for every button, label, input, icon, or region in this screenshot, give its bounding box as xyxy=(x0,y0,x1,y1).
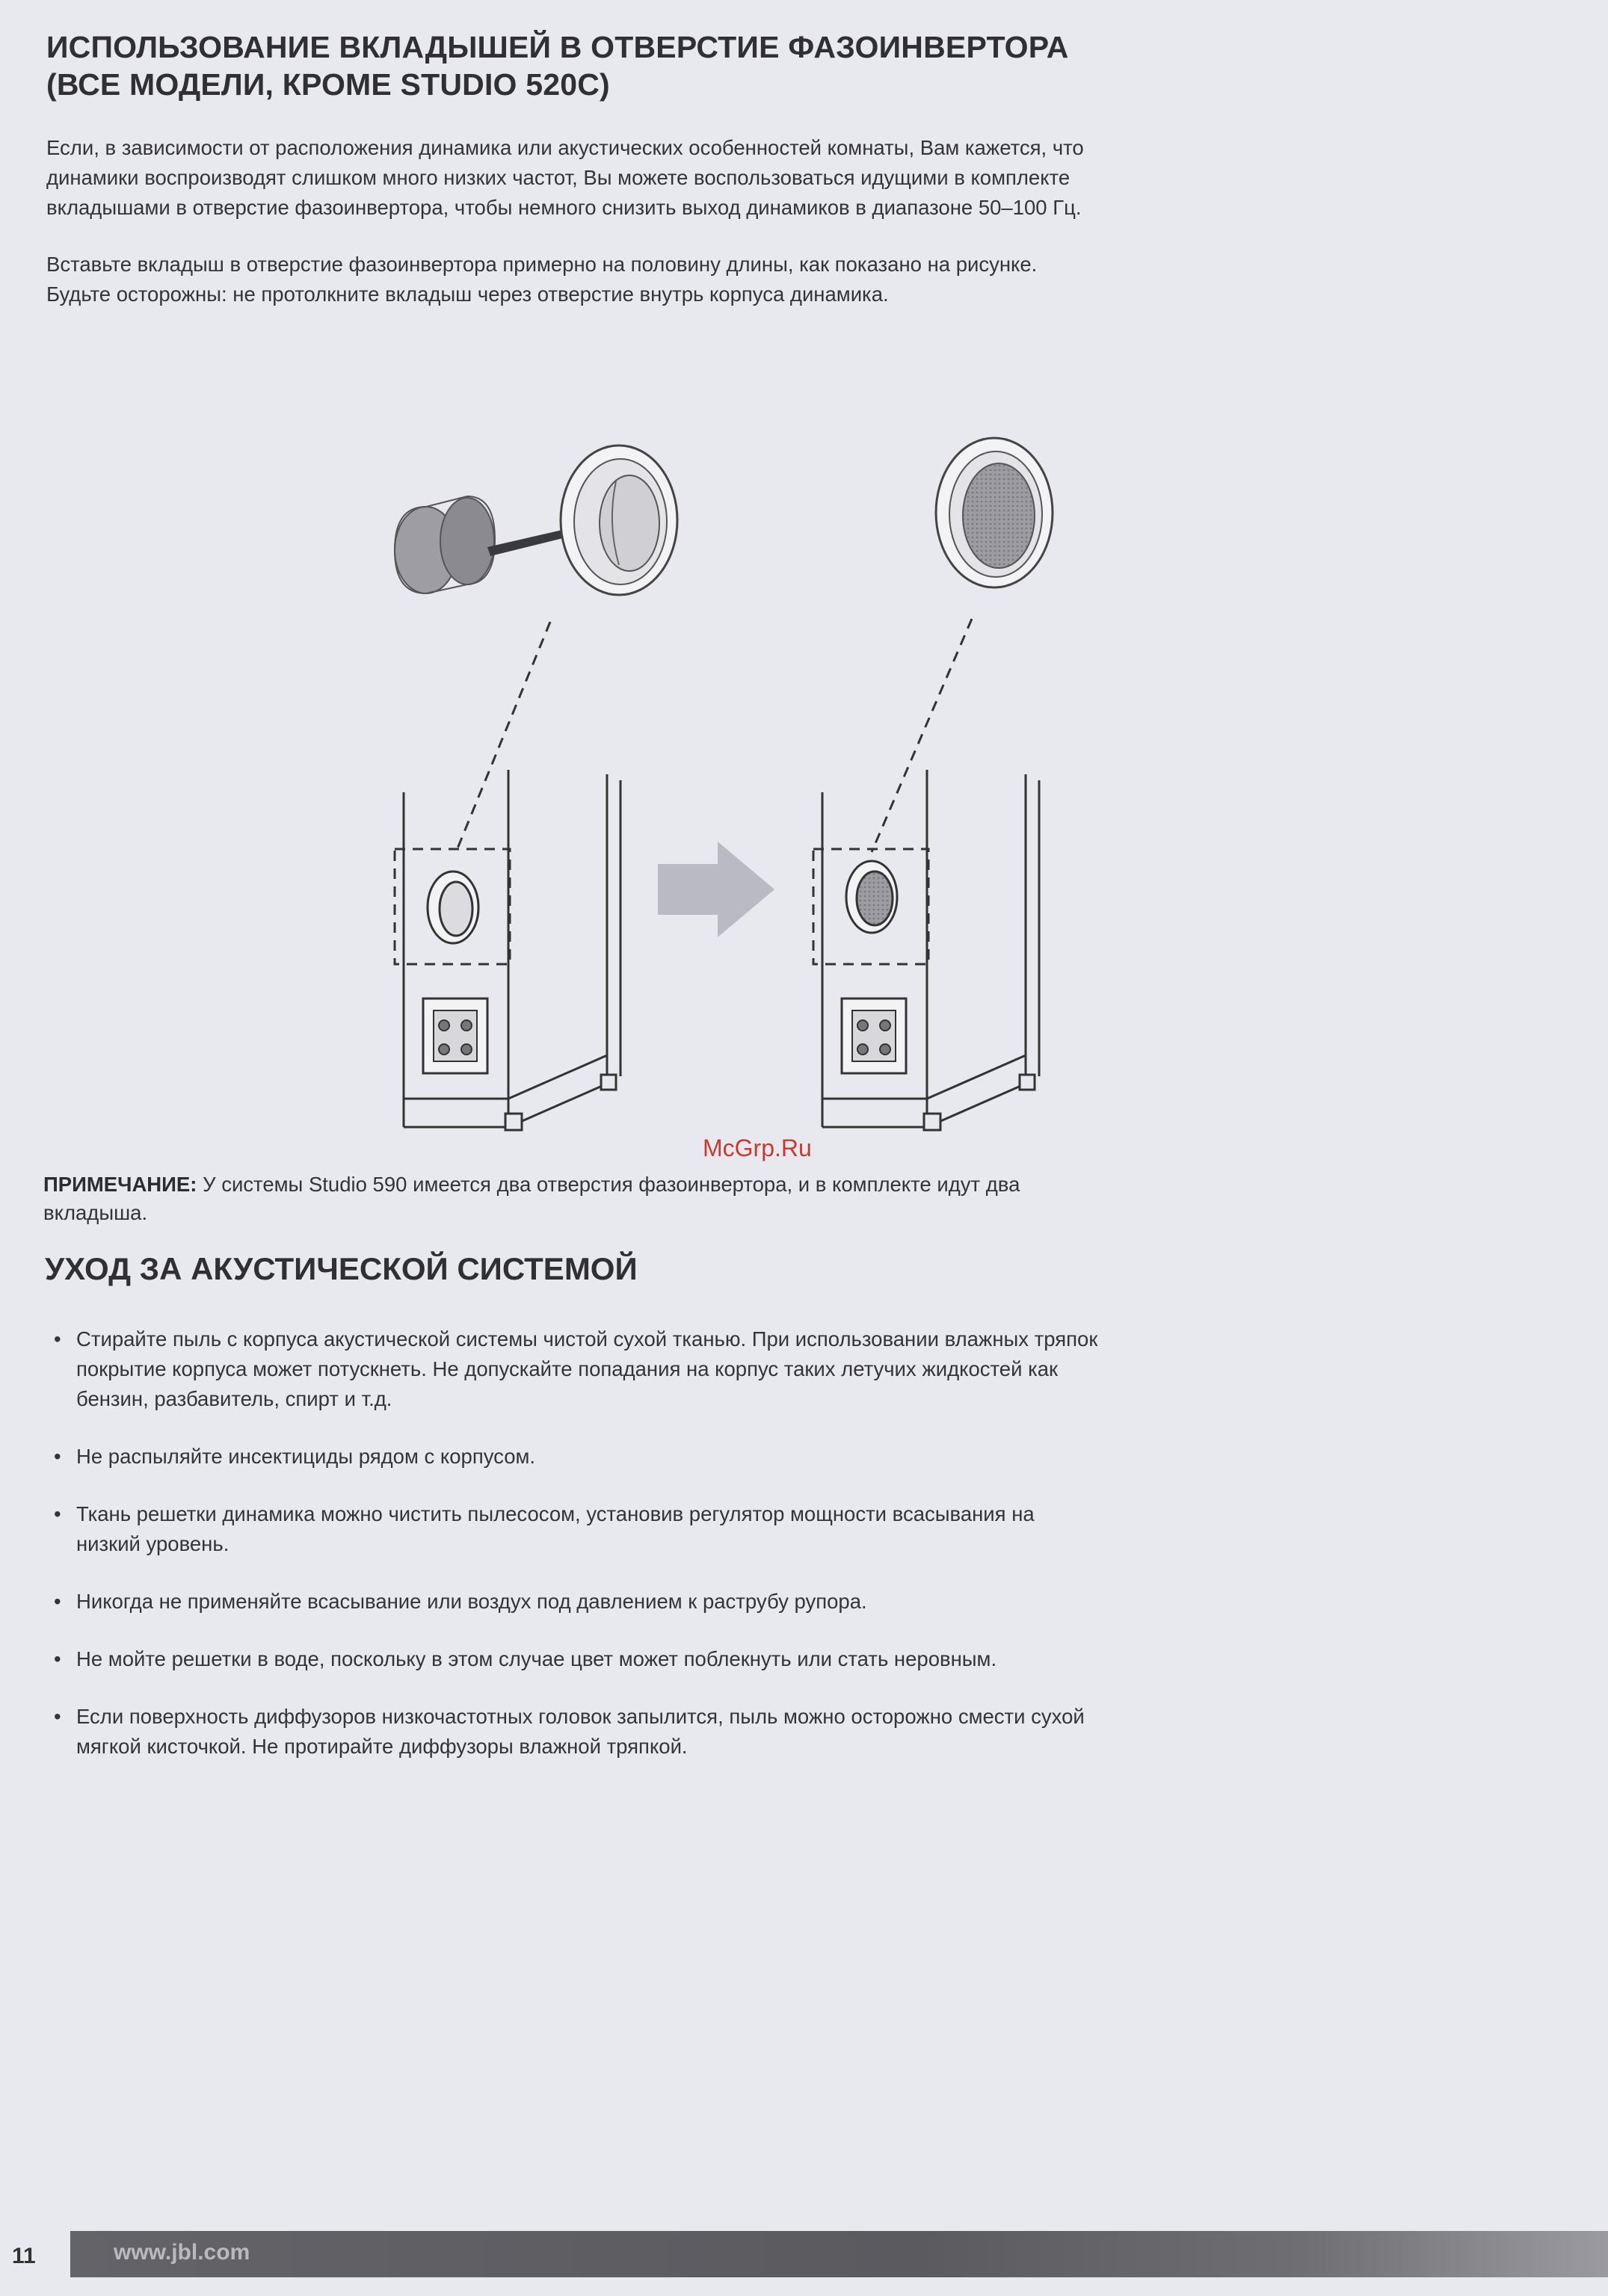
bullet-marker: • xyxy=(54,1590,61,1613)
leader-line-right xyxy=(872,619,972,852)
port-ring-open xyxy=(561,445,677,595)
list-item xyxy=(54,1644,1399,1674)
note-paragraph xyxy=(43,1170,1389,1227)
list-item-line: мягкой кисточкой. Не протирайте диффузоры влажной тряпкой. xyxy=(76,1735,688,1758)
instruction-line-2: Будьте осторожны: не протолкните вкладыш через отверстие внутрь корпуса динамика. xyxy=(46,283,889,306)
foam-plug xyxy=(395,496,495,593)
list-item xyxy=(54,1702,1399,1762)
port-ring-plugged xyxy=(936,438,1053,587)
intro-line-3: вкладышами в отверстие фазоинвертора, чтобы немного снизить выход динамиков в диапазоне 50–100 Гц. xyxy=(46,196,1082,219)
list-item-line: покрытие корпуса может потускнеть. Не допускайте попадания на корпус таких летучих жидкостей как xyxy=(76,1357,1059,1380)
list-item-line: Не распыляйте инсектициды рядом с корпусом. xyxy=(76,1445,536,1468)
transition-arrow xyxy=(658,842,774,937)
list-item-line: Если поверхность диффузоров низкочастотных головок запылится, пыль можно осторожно смести сухой xyxy=(76,1705,1085,1728)
instruction-paragraph xyxy=(46,250,1392,309)
care-bullet-list xyxy=(54,1324,1399,1789)
bullet-marker: • xyxy=(54,1705,61,1728)
section-title-line-2: (ВСЕ МОДЕЛИ, КРОМЕ STUDIO 520C) xyxy=(46,67,610,102)
bullet-marker: • xyxy=(54,1327,61,1351)
list-item-line: Не мойте решетки в воде, поскольку в этом случае цвет может поблекнуть или стать неровным. xyxy=(76,1647,997,1670)
bullet-marker: • xyxy=(54,1647,61,1670)
footer-bar xyxy=(70,2231,1608,2277)
speaker-right xyxy=(822,770,1039,1130)
leader-line-left xyxy=(456,622,550,852)
list-item-line: Никогда не применяйте всасывание или воздух под давлением к раструбу рупора. xyxy=(76,1590,867,1613)
section-title xyxy=(46,28,1392,103)
list-item xyxy=(54,1499,1399,1559)
list-item-line: Стирайте пыль с корпуса акустической системы чистой сухой тканью. При использовании влажных тряпок xyxy=(76,1327,1098,1351)
note-line-1: У системы Studio 590 имеется два отверстия фазоинвертора, и в комплекте идут два xyxy=(197,1173,1020,1196)
list-item xyxy=(54,1324,1399,1414)
intro-line-1: Если, в зависимости от расположения динамика или акустических особенностей комнаты, Вам кажется, что xyxy=(46,136,1084,159)
list-item xyxy=(54,1587,1399,1617)
note-line-2: вкладыша. xyxy=(43,1201,148,1224)
page-number: 11 xyxy=(12,2244,36,2268)
bullet-marker: • xyxy=(54,1445,61,1468)
list-item-line: низкий уровень. xyxy=(76,1532,230,1555)
intro-line-2: динамики воспроизводят слишком много низких частот, Вы можете воспользоваться идущими в комплекте xyxy=(46,166,1071,189)
note-label: ПРИМЕЧАНИЕ: xyxy=(43,1173,197,1196)
watermark: McGrp.Ru xyxy=(703,1135,812,1161)
footer-url[interactable]: www.jbl.com xyxy=(114,2240,250,2265)
list-item xyxy=(54,1442,1399,1472)
list-item-line: Ткань решетки динамика можно чистить пылесосом, установив регулятор мощности всасывания на xyxy=(76,1502,1035,1525)
list-item-line: бензин, разбавитель, спирт и т.д. xyxy=(76,1387,392,1410)
section-title-line-1: ИСПОЛЬЗОВАНИЕ ВКЛАДЫШЕЙ В ОТВЕРСТИЕ ФАЗОИНВЕРТОРА xyxy=(46,30,1069,64)
care-section-title: УХОД ЗА АКУСТИЧЕСКОЙ СИСТЕМОЙ xyxy=(45,1251,638,1286)
speaker-left xyxy=(404,770,620,1130)
port-plug-illustration xyxy=(329,419,1405,1151)
bullet-marker: • xyxy=(54,1502,61,1525)
instruction-line-1: Вставьте вкладыш в отверстие фазоинвертора примерно на половину длины, как показано на рисунке. xyxy=(46,253,1038,276)
intro-paragraph xyxy=(46,133,1392,223)
